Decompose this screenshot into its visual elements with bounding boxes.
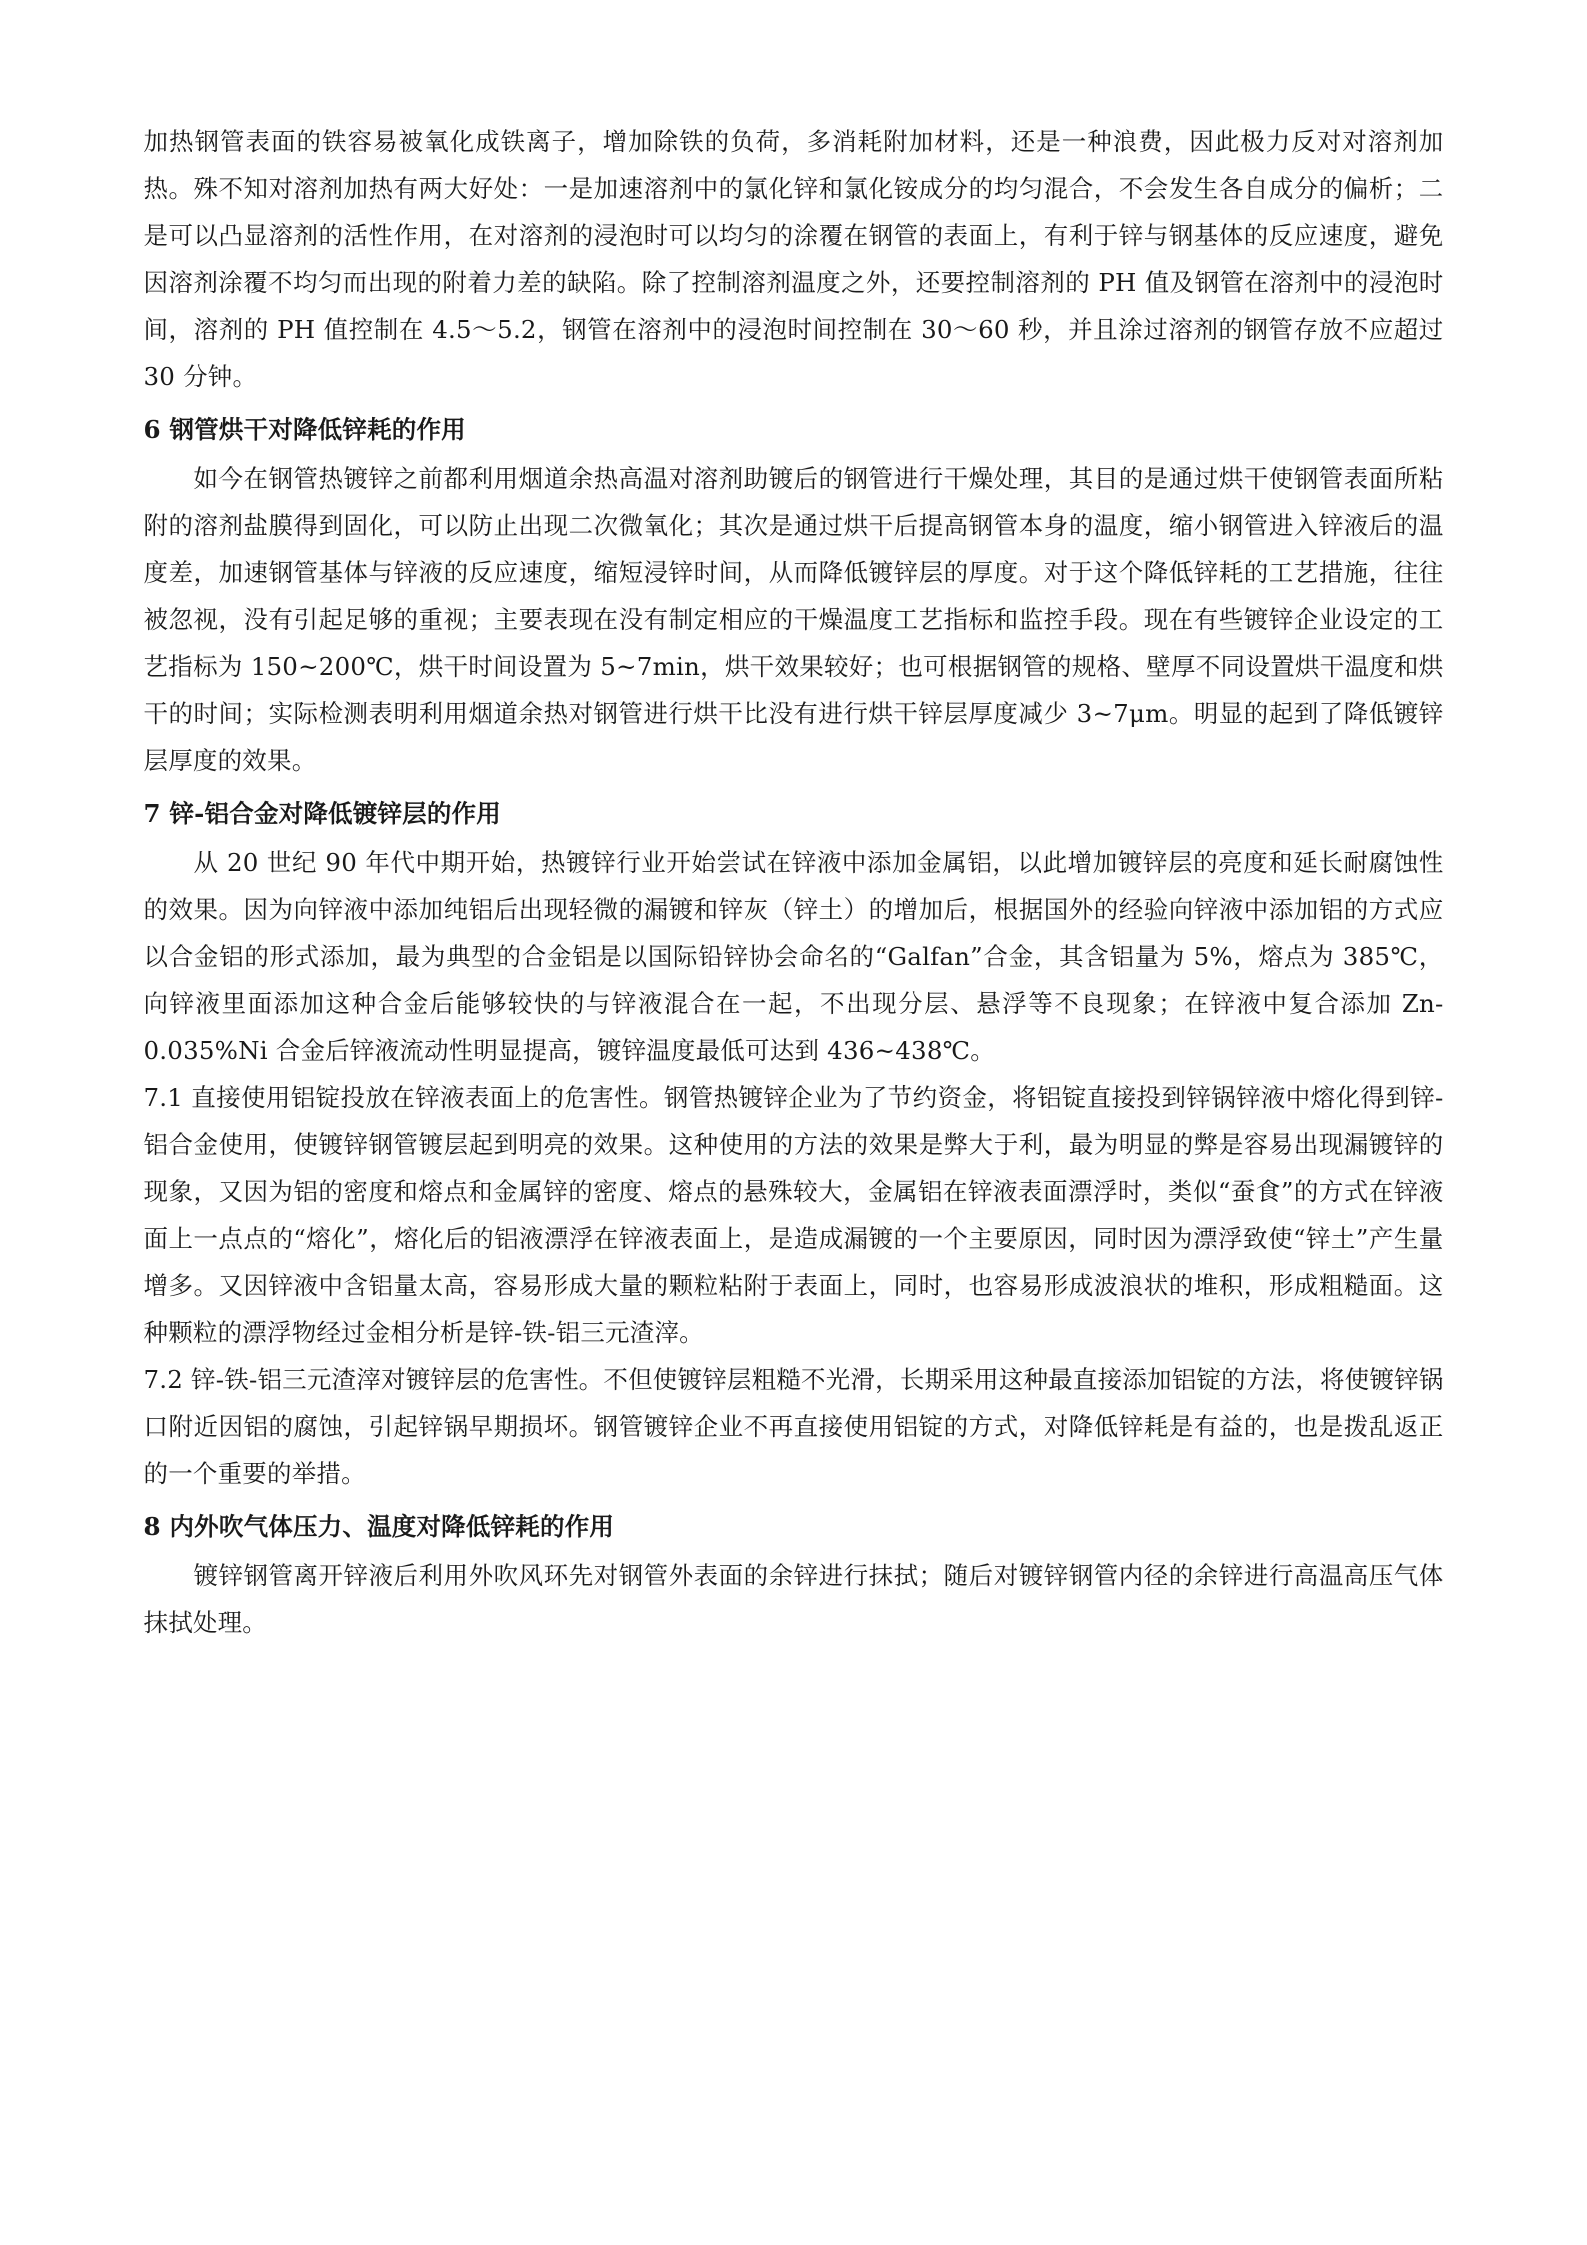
paragraph-7-1: 7.1 直接使用铝锭投放在锌液表面上的危害性。钢管热镀锌企业为了节约资金，将铝锭直接投到锌锅锌液中熔化得到锌-铝合金使用，使镀锌钢管镀层起到明亮的效果。这种使用的方法的效果是弊大于利，最为明显的弊是容易出现漏镀锌的现象，又因为铝的密度和熔点和金属锌的密度、熔点的悬殊较大，金属铝在锌液表面漂浮时，类似“蚕食”的方式在锌液面上一点点的“熔化”，熔化后的铝液漂浮在锌液表面上，是造成漏镀的一个主要原因，同时因为漂浮致使“锌土”产生量增多。又因锌液中含铝量太高，容易形成大量的颗粒粘附于表面上，同时，也容易形成波浪状的堆积，形成粗糙面。这种颗粒的漂浮物经过金相分析是锌-铁-铝三元渣滓。 bbox=[143, 1083, 1444, 1347]
paragraph: 加热钢管表面的铁容易被氧化成铁离子，增加除铁的负荷，多消耗附加材料，还是一种浪费，因此极力反对对溶剂加热。殊不知对溶剂加热有两大好处：一是加速溶剂中的氯化锌和氯化铵成分的均匀混合，不会发生各自成分的偏析；二是可以凸显溶剂的活性作用，在对溶剂的浸泡时可以均匀的涂覆在钢管的表面上，有利于锌与钢基体的反应速度，避免因溶剂涂覆不均匀而出现的附着力差的缺陷。除了控制溶剂温度之外，还要控制溶剂的 PH 值及钢管在溶剂中的浸泡时间，溶剂的 PH 值控制在 4.5～5.2，钢管在溶剂中的浸泡时间控制在 30～60 秒，并且涂过溶剂的钢管存放不应超过 30 分钟。 bbox=[143, 127, 1444, 391]
document-body bbox=[144, 118, 1444, 1646]
section-heading-6: 6 钢管烘干对降低锌耗的作用 bbox=[143, 415, 466, 444]
paragraph: 如今在钢管热镀锌之前都利用烟道余热高温对溶剂助镀后的钢管进行干燥处理，其目的是通过烘干使钢管表面所粘附的溶剂盐膜得到固化，可以防止出现二次微氧化；其次是通过烘干后提高钢管本身的温度，缩小钢管进入锌液后的温度差，加速钢管基体与锌液的反应速度，缩短浸锌时间，从而降低镀锌层的厚度。对于这个降低锌耗的工艺措施，往往被忽视，没有引起足够的重视；主要表现在没有制定相应的干燥温度工艺指标和监控手段。现在有些镀锌企业设定的工艺指标为 150~200℃，烘干时间设置为 5~7min，烘干效果较好；也可根据钢管的规格、壁厚不同设置烘干温度和烘干的时间；实际检测表明利用烟道余热对钢管进行烘干比没有进行烘干锌层厚度减少 3~7μm。明显的起到了降低镀锌层厚度的效果。 bbox=[143, 464, 1444, 775]
section-heading-8: 8 内外吹气体压力、温度对降低锌耗的作用 bbox=[143, 1512, 615, 1541]
paragraph: 从 20 世纪 90 年代中期开始，热镀锌行业开始尝试在锌液中添加金属铝，以此增加镀锌层的亮度和延长耐腐蚀性的效果。因为向锌液中添加纯铝后出现轻微的漏镀和锌灰（锌土）的增加后，根据国外的经验向锌液中添加铝的方式应以合金铝的形式添加，最为典型的合金铝是以国际铅锌协会命名的“Galfan”合金，其含铝量为 5%，熔点为 385℃，向锌液里面添加这种合金后能够较快的与锌液混合在一起，不出现分层、悬浮等不良现象；在锌液中复合添加 Zn-0.035%Ni 合金后锌液流动性明显提高，镀锌温度最低可达到 436~438℃。 bbox=[143, 848, 1444, 1065]
section-heading-7: 7 锌-铝合金对降低镀锌层的作用 bbox=[143, 799, 501, 828]
paragraph: 镀锌钢管离开锌液后利用外吹风环先对钢管外表面的余锌进行抹拭；随后对镀锌钢管内径的余锌进行高温高压气体抹拭处理。 bbox=[143, 1561, 1444, 1637]
paragraph-7-2: 7.2 锌-铁-铝三元渣滓对镀锌层的危害性。不但使镀锌层粗糙不光滑，长期采用这种最直接添加铝锭的方法，将使镀锌锅口附近因铝的腐蚀，引起锌锅早期损坏。钢管镀锌企业不再直接使用铝锭的方式，对降低锌耗是有益的，也是拨乱返正的一个重要的举措。 bbox=[143, 1365, 1444, 1488]
